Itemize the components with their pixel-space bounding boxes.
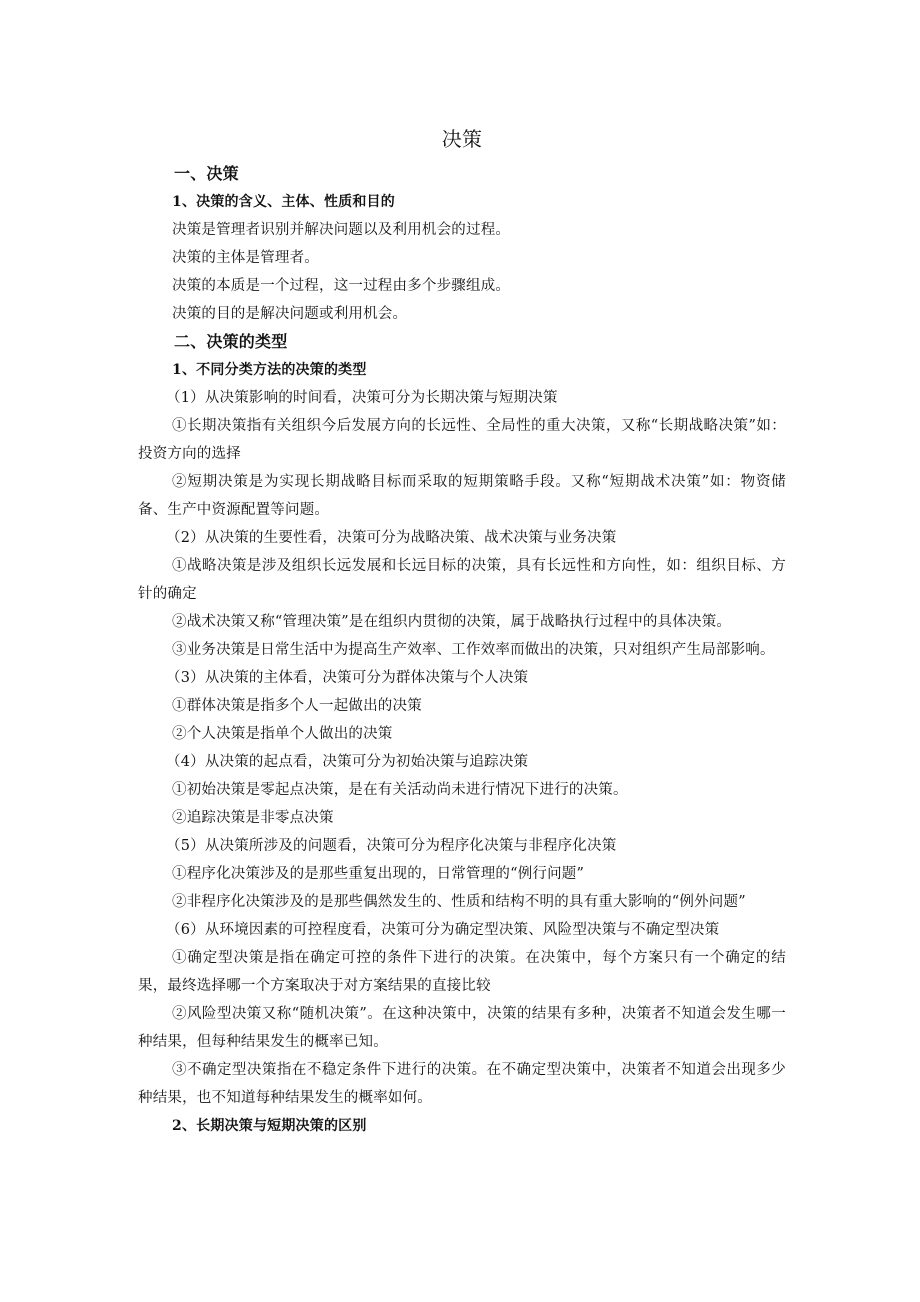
paragraph: ①确定型决策是指在确定可控的条件下进行的决策。在决策中，每个方案只有一个确定的结果，最终选择哪一个方案取决于对方案结果的直接比较 <box>138 950 786 994</box>
page-title: 决策 <box>441 127 483 151</box>
paragraph: 决策的主体是管理者。 <box>172 250 319 266</box>
paragraph: （2）从决策的生要性看，决策可分为战略决策、战术决策与业务决策 <box>166 530 617 546</box>
paragraph: ①初始决策是零起点决策，是在有关活动尚未进行情况下进行的决策。 <box>172 782 628 798</box>
paragraph: （5）从决策所涉及的问题看，决策可分为程序化决策与非程序化决策 <box>166 838 617 854</box>
paragraph: （6）从环境因素的可控程度看，决策可分为确定型决策、风险型决策与不确定型决策 <box>166 922 720 938</box>
paragraph: ①程序化决策涉及的是那些重复出现的，日常管理的“例行问题” <box>172 866 585 882</box>
section-heading-2: 二、决策的类型 <box>174 332 288 351</box>
document-body <box>138 124 786 1140</box>
paragraph: （1）从决策影响的时间看，决策可分为长期决策与短期决策 <box>166 390 558 406</box>
paragraph: ②非程序化决策涉及的是那些偶然发生的、性质和结构不明的具有重大影响的“例外问题” <box>172 894 746 910</box>
paragraph: ③业务决策是日常生活中为提高生产效率、工作效率而做出的决策，只对组织产生局部影响。 <box>172 642 775 658</box>
section-heading-1: 一、决策 <box>174 164 239 183</box>
subsection-heading-1-1: 1、决策的含义、主体、性质和目的 <box>172 194 395 210</box>
subsection-heading-2-1: 1、不同分类方法的决策的类型 <box>172 362 367 378</box>
paragraph: ②战术决策又称“管理决策”是在组织内贯彻的决策，属于战略执行过程中的具体决策。 <box>172 614 732 630</box>
paragraph: ①群体决策是指多个人一起做出的决策 <box>172 698 422 714</box>
paragraph: ②风险型决策又称“随机决策”。在这种决策中，决策的结果有多种，决策者不知道会发生哪一种结果，但每种结果发生的概率已知。 <box>138 1006 786 1050</box>
paragraph: ②追踪决策是非零点决策 <box>172 810 334 826</box>
paragraph: 决策是管理者识别并解决问题以及利用机会的过程。 <box>172 222 511 238</box>
paragraph: ②个人决策是指单个人做出的决策 <box>172 726 393 742</box>
paragraph: ③不确定型决策指在不稳定条件下进行的决策。在不确定型决策中，决策者不知道会出现多少种结果，也不知道每种结果发生的概率如何。 <box>138 1062 786 1106</box>
paragraph: ②短期决策是为实现长期战略目标而采取的短期策略手段。又称“短期战术决策”如：物资储备、生产中资源配置等问题。 <box>138 474 786 518</box>
paragraph: （3）从决策的主体看，决策可分为群体决策与个人决策 <box>166 670 529 686</box>
paragraph: ①战略决策是涉及组织长远发展和长远目标的决策，具有长远性和方向性，如：组织目标、方针的确定 <box>138 558 786 602</box>
subsection-heading-2-2: 2、长期决策与短期决策的区别 <box>172 1118 367 1134</box>
paragraph: ①长期决策指有关组织今后发展方向的长远性、全局性的重大决策，又称“长期战略决策”如：投资方向的选择 <box>138 418 786 462</box>
paragraph: 决策的本质是一个过程，这一过程由多个步骤组成。 <box>172 278 511 294</box>
paragraph: 决策的目的是解决问题或利用机会。 <box>172 306 408 322</box>
paragraph: （4）从决策的起点看，决策可分为初始决策与追踪决策 <box>166 754 529 770</box>
